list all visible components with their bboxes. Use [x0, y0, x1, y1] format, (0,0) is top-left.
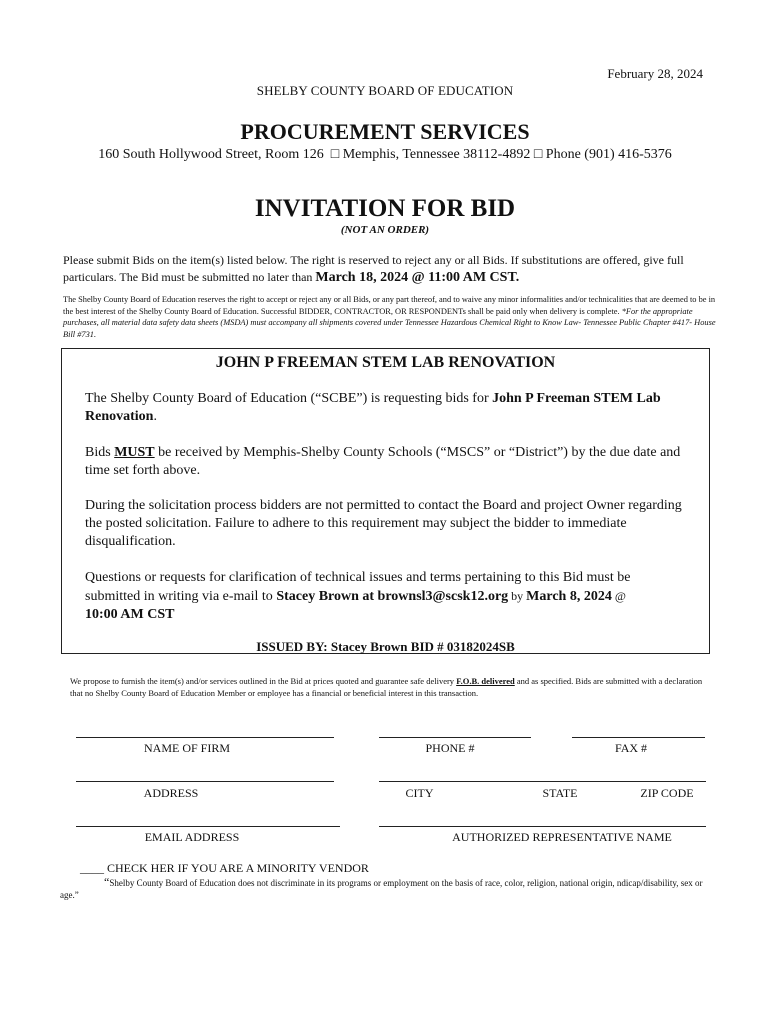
contact-email: Stacey Brown at brownsl3@scsk12.org: [276, 589, 509, 604]
separator-icon: □: [330, 147, 340, 162]
phone-label: PHONE #: [425, 741, 475, 755]
instructions-text: Please submit Bids on the item(s) listed below. The right is reserved to reject any or all Bids. If substitutions are offered, give full particulars. The Bid must be submitted no later than: [63, 253, 684, 284]
question-deadline-date: March 8, 2024: [526, 589, 612, 604]
name-of-firm-label: NAME OF FIRM: [143, 741, 230, 755]
p1-text: The Shelby County Board of Education (“SCBE”) is requesting bids for: [85, 391, 493, 406]
p4-text: Questions or requests for clarification of technical issues and terms pertaining to this Bid must be submitted in writing via e-mail to: [85, 570, 631, 604]
city-label: CITY: [405, 786, 434, 800]
project-title: JOHN P FREEMAN STEM LAB RENOVATION: [215, 354, 556, 371]
proposal-declaration: [70, 676, 710, 699]
fine-print-italic: *For the appropriate purchases, all material data safety data sheets (MSDA) must accompany all shipments covered under Tennessee Hazardous Chemical Right to Know Law- Tennessee Public Chapter #417- House Bill #731.: [63, 306, 716, 339]
fine-print: [63, 294, 723, 340]
board-name: SHELBY COUNTY BOARD OF EDUCATION: [256, 83, 514, 98]
fax-label: FAX #: [614, 741, 648, 755]
non-discrimination-text: Shelby County Board of Education does not discriminate in its programs or employment on the basis of race, color, religion, national origin, ndicap/disability, sex or age.”: [60, 878, 703, 900]
project-paragraph-1: [85, 390, 685, 426]
representative-line[interactable]: [379, 826, 706, 827]
separator-icon: □: [533, 147, 543, 162]
document-subtitle: (NOT AN ORDER): [340, 224, 430, 236]
p4-by: by: [508, 589, 527, 603]
proposal-rest: and as specified. Bids are submitted with a declaration that no Shelby County Board of Education Member or employee has a financial or beneficial interest in this transaction.: [70, 676, 703, 698]
document-date: February 28, 2024: [607, 66, 703, 81]
project-paragraph-2: [85, 444, 685, 480]
city-address: Memphis, Tennessee 38112-4892: [342, 147, 531, 162]
question-deadline-time: 10:00 AM CST: [85, 607, 175, 622]
phone-number: Phone (901) 416-5376: [545, 147, 672, 162]
fax-line[interactable]: [572, 737, 705, 738]
fob-terms: F.O.B. delivered: [456, 676, 515, 686]
issued-by: ISSUED BY: Stacey Brown BID # 03182024SB: [256, 639, 515, 654]
name-of-firm-line[interactable]: [76, 737, 334, 738]
city-state-zip-line[interactable]: [379, 781, 706, 782]
phone-line[interactable]: [379, 737, 531, 738]
p1-end: .: [153, 409, 157, 424]
open-quote: “: [104, 875, 110, 889]
state-label: STATE: [542, 786, 578, 800]
non-discrimination-statement: [60, 876, 710, 901]
proposal-text: We propose to furnish the item(s) and/or services outlined in the Bid at prices quoted and guarantee safe delivery: [70, 676, 457, 686]
department-title: PROCUREMENT SERVICES: [240, 119, 530, 144]
zip-label: ZIP CODE: [640, 786, 694, 800]
submission-instructions: [63, 252, 713, 286]
minority-checkbox-blank[interactable]: ____: [80, 861, 104, 875]
address-line[interactable]: [76, 781, 334, 782]
representative-label: AUTHORIZED REPRESENTATIVE NAME: [452, 830, 672, 844]
fine-print-text: The Shelby County Board of Education reserves the right to accept or reject any or all Bids, or any part thereof, and to waive any minor informalities and/or technicalities that are deemed to be in the best interest of the Shelby County Board of Education. Successful BIDDER, CONTRACTOR, OR RESPONDENTs shall be paid only when delivery is complete.: [63, 295, 716, 316]
project-paragraph-3: During the solicitation process bidders are not permitted to contact the Board and project Owner regarding the posted solicitation. Failure to adhere to this requirement may subject the bidder to immediate disqualification.: [85, 498, 682, 549]
address-label: ADDRESS: [143, 786, 199, 800]
project-paragraph-4: [85, 569, 685, 624]
project-name: John P Freeman STEM Lab Renovation: [85, 391, 661, 424]
must-emphasis: MUST: [114, 445, 155, 460]
department-address: [0, 147, 770, 163]
p4-at: @: [611, 589, 626, 603]
minority-label: CHECK HER IF YOU ARE A MINORITY VENDOR: [104, 861, 369, 875]
p2-rest: be received by Memphis-Shelby County Schools (“MSCS” or “District”) by the due date and time set forth above.: [85, 445, 681, 478]
p2-text: Bids: [85, 445, 115, 460]
minority-vendor-check[interactable]: [80, 861, 369, 876]
email-label: EMAIL ADDRESS: [144, 830, 240, 844]
email-line[interactable]: [76, 826, 340, 827]
street-address: 160 South Hollywood Street, Room 126: [98, 147, 324, 162]
submission-deadline: March 18, 2024 @ 11:00 AM CST.: [315, 270, 520, 285]
document-title: INVITATION FOR BID: [254, 195, 516, 222]
